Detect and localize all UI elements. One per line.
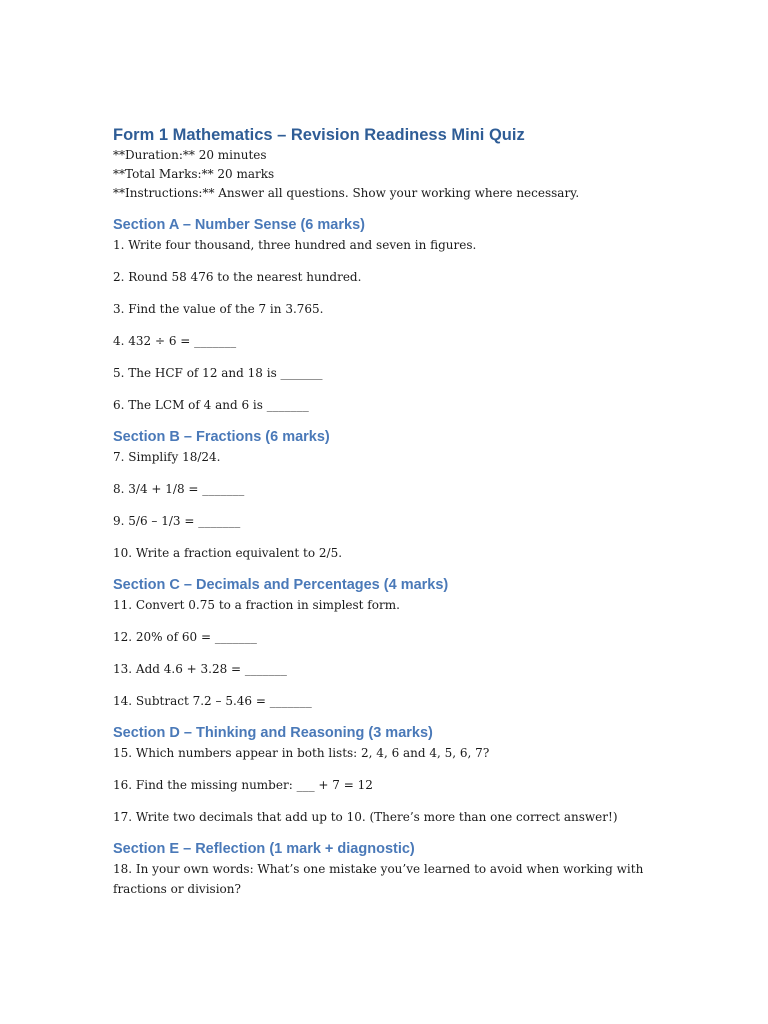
page-title: Form 1 Mathematics – Revision Readiness Mini Quiz	[113, 126, 525, 144]
question-1: 1. Write four thousand, three hundred and seven in figures.	[113, 238, 477, 252]
question-14: 14. Subtract 7.2 – 5.46 = _______	[113, 694, 312, 708]
question-11: 11. Convert 0.75 to a fraction in simplest form.	[113, 598, 400, 612]
question-15: 15. Which numbers appear in both lists: 2, 4, 6 and 4, 5, 6, 7?	[113, 746, 490, 760]
instructions-line: **Instructions:** Answer all questions. Show your working where necessary.	[113, 186, 580, 200]
question-2: 2. Round 58 476 to the nearest hundred.	[113, 270, 362, 284]
question-5: 5. The HCF of 12 and 18 is _______	[113, 366, 323, 380]
question-8: 8. 3/4 + 1/8 = _______	[113, 482, 245, 496]
section-a-heading: Section A – Number Sense (6 marks)	[113, 217, 365, 233]
question-4: 4. 432 ÷ 6 = _______	[113, 334, 237, 348]
question-10: 10. Write a fraction equivalent to 2/5.	[113, 546, 343, 560]
question-7: 7. Simplify 18/24.	[113, 450, 221, 464]
question-16: 16. Find the missing number: ___ + 7 = 12	[113, 778, 373, 792]
quiz-document	[113, 124, 673, 899]
question-3: 3. Find the value of the 7 in 3.765.	[113, 302, 324, 316]
section-c-heading: Section C – Decimals and Percentages (4 marks)	[113, 577, 449, 593]
question-9: 9. 5/6 – 1/3 = _______	[113, 514, 241, 528]
question-18: 18. In your own words: What’s one mistake you’ve learned to avoid when working with fractions or division?	[113, 862, 644, 896]
question-12: 12. 20% of 60 = _______	[113, 630, 257, 644]
question-6: 6. The LCM of 4 and 6 is _______	[113, 398, 309, 412]
section-b-heading: Section B – Fractions (6 marks)	[113, 429, 330, 445]
section-e-heading: Section E – Reflection (1 mark + diagnostic)	[113, 841, 415, 857]
total-marks-line: **Total Marks:** 20 marks	[113, 167, 275, 181]
section-d-heading: Section D – Thinking and Reasoning (3 marks)	[113, 725, 433, 741]
question-17: 17. Write two decimals that add up to 10. (There’s more than one correct answer!)	[113, 810, 618, 824]
question-13: 13. Add 4.6 + 3.28 = _______	[113, 662, 287, 676]
duration-line: **Duration:** 20 minutes	[113, 148, 267, 162]
